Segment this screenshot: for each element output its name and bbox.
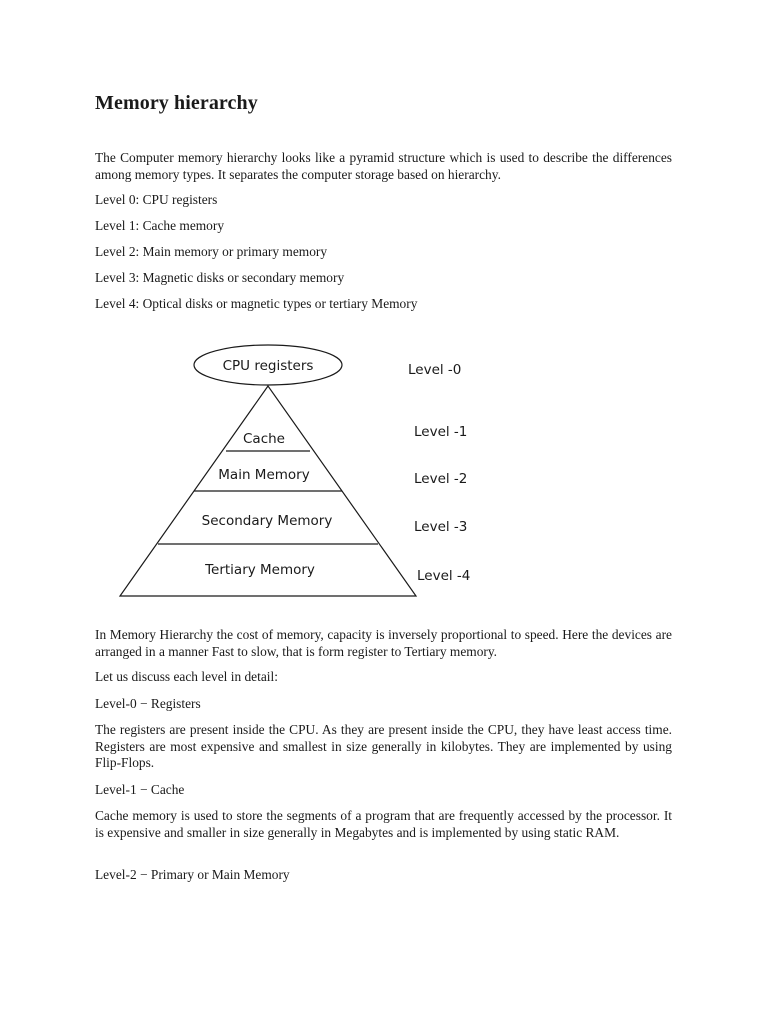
section-heading-level-1: Level-1 − Cache	[95, 782, 185, 797]
level-label-3: Level -3	[414, 519, 468, 535]
section-body-level-0: The registers are present inside the CPU. As they are present inside the CPU, they have least access time. Registers are most expensive and smallest in size generally in kilobytes. They are implemented by using Flip-Flops.	[95, 722, 672, 770]
level-list-item-0: Level 0: CPU registers	[95, 192, 218, 207]
section-heading-level-2: Level-2 − Primary or Main Memory	[95, 867, 290, 882]
level-label-4: Level -4	[417, 568, 471, 584]
page-title: Memory hierarchy	[95, 92, 258, 114]
level-list-item-3: Level 3: Magnetic disks or secondary memory	[95, 270, 345, 285]
discuss-intro: Let us discuss each level in detail:	[95, 669, 278, 684]
tier-label-tertiary-memory: Tertiary Memory	[205, 562, 315, 578]
memory-hierarchy-pyramid	[0, 330, 768, 610]
tier-label-main-memory: Main Memory	[218, 467, 310, 483]
tier-label-cache: Cache	[243, 431, 285, 447]
tier-label-secondary-memory: Secondary Memory	[201, 513, 333, 529]
tier-label-cpu-registers: CPU registers	[222, 358, 314, 374]
section-body-level-1: Cache memory is used to store the segments of a program that are frequently accessed by the processor. It is expensive and smaller in size generally in Megabytes and is implemented by using static RAM.	[95, 808, 672, 840]
intro-paragraph: The Computer memory hierarchy looks like a pyramid structure which is used to describe the differences among memory types. It separates the computer storage based on hierarchy.	[95, 150, 672, 182]
level-label-1: Level -1	[414, 424, 468, 440]
level-list-item-4: Level 4: Optical disks or magnetic types or tertiary Memory	[95, 296, 418, 311]
level-label-2: Level -2	[414, 471, 468, 487]
section-heading-level-0: Level-0 − Registers	[95, 696, 201, 711]
level-list-item-2: Level 2: Main memory or primary memory	[95, 244, 328, 259]
cost-paragraph: In Memory Hierarchy the cost of memory, capacity is inversely proportional to speed. Here the devices are arranged in a manner Fast to slow, that is form register to Tertiary memory.	[95, 627, 672, 659]
level-list-item-1: Level 1: Cache memory	[95, 218, 225, 233]
level-label-0: Level -0	[408, 362, 462, 378]
